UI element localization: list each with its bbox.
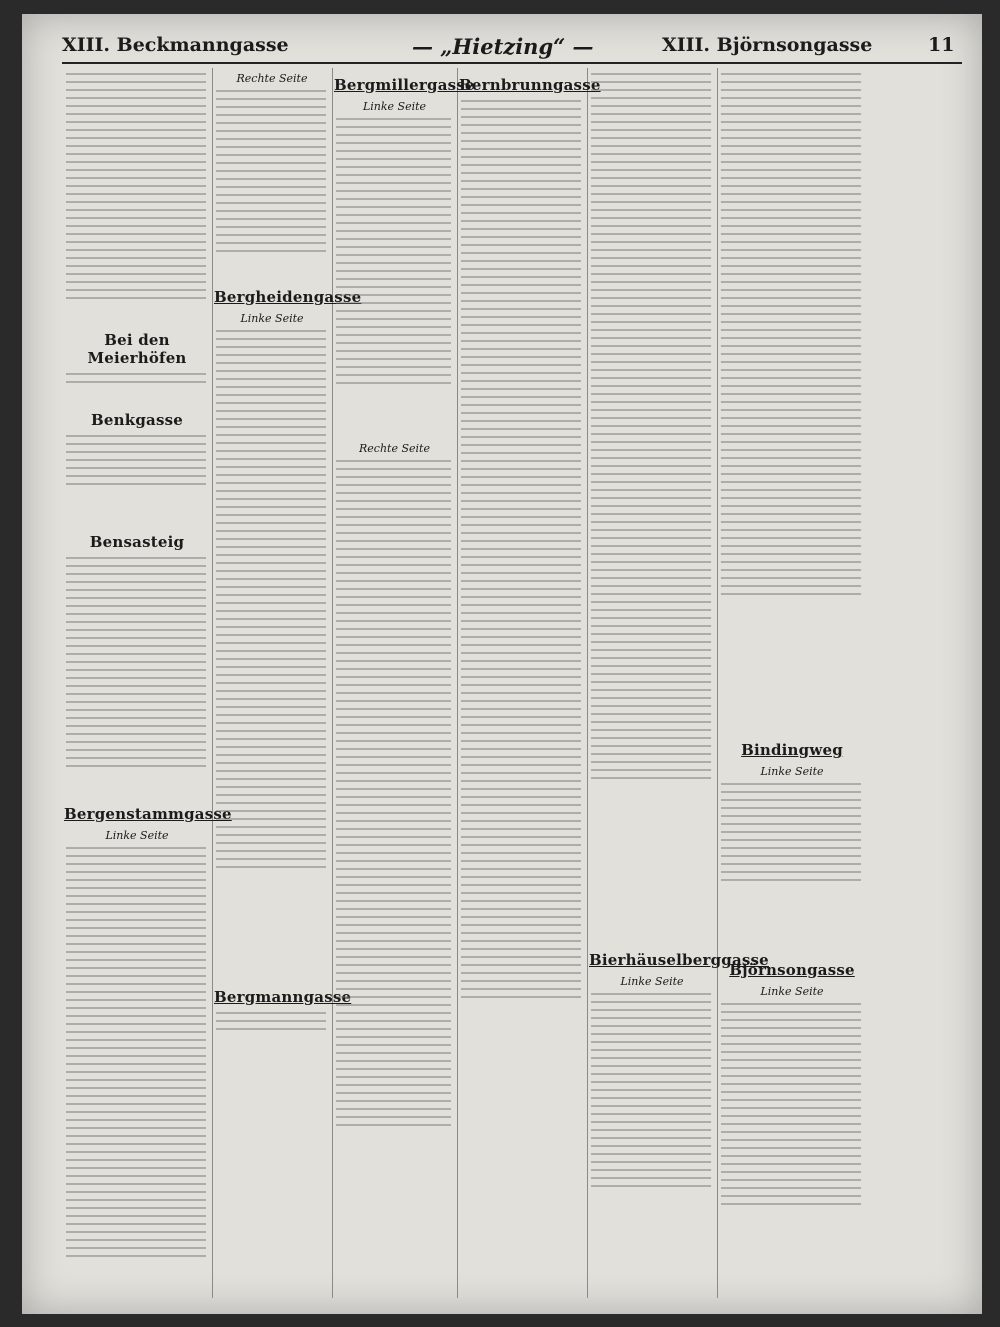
street-heading: Bergmanngasse <box>214 988 352 1006</box>
column-5 <box>587 68 769 1298</box>
street-heading: Bierhäuselberggasse <box>589 951 769 969</box>
side-label: Linke Seite <box>760 985 824 998</box>
directory-page <box>22 14 982 1314</box>
street-heading: Bernbrunngasse <box>459 76 601 94</box>
street-heading: Bensasteig <box>89 533 185 551</box>
column-1 <box>62 68 232 1298</box>
side-label: Linke Seite <box>105 829 169 842</box>
street-heading: Bergmillergasse <box>334 76 475 94</box>
side-label: Linke Seite <box>760 765 824 778</box>
street-heading: Bergenstammgasse <box>64 805 232 823</box>
street-heading: Benkgasse <box>91 411 183 429</box>
page-number: 11 <box>928 34 955 56</box>
header-left-title: XIII. Beckmanngasse <box>62 34 289 56</box>
header-rule <box>62 62 962 64</box>
side-label: Linke Seite <box>240 312 304 325</box>
column-2 <box>212 68 362 1298</box>
street-heading: Bei den Meierhöfen <box>87 331 187 367</box>
street-heading: Bergheidengasse <box>214 288 362 306</box>
column-3 <box>332 68 475 1298</box>
street-heading: Björnsongasse <box>729 961 855 979</box>
page-header <box>22 30 982 64</box>
side-label: Linke Seite <box>620 975 684 988</box>
column-6 <box>717 68 867 1298</box>
header-right-title: XIII. Björnsongasse <box>662 34 873 56</box>
side-label: Rechte Seite <box>236 72 308 85</box>
side-label: Linke Seite <box>362 100 427 113</box>
entry-lines <box>62 73 212 323</box>
side-label: Rechte Seite <box>359 442 430 455</box>
header-center-title: — „Hietzing“ — <box>412 34 594 59</box>
street-heading: Bindingweg <box>741 741 843 759</box>
column-4 <box>457 68 601 1298</box>
